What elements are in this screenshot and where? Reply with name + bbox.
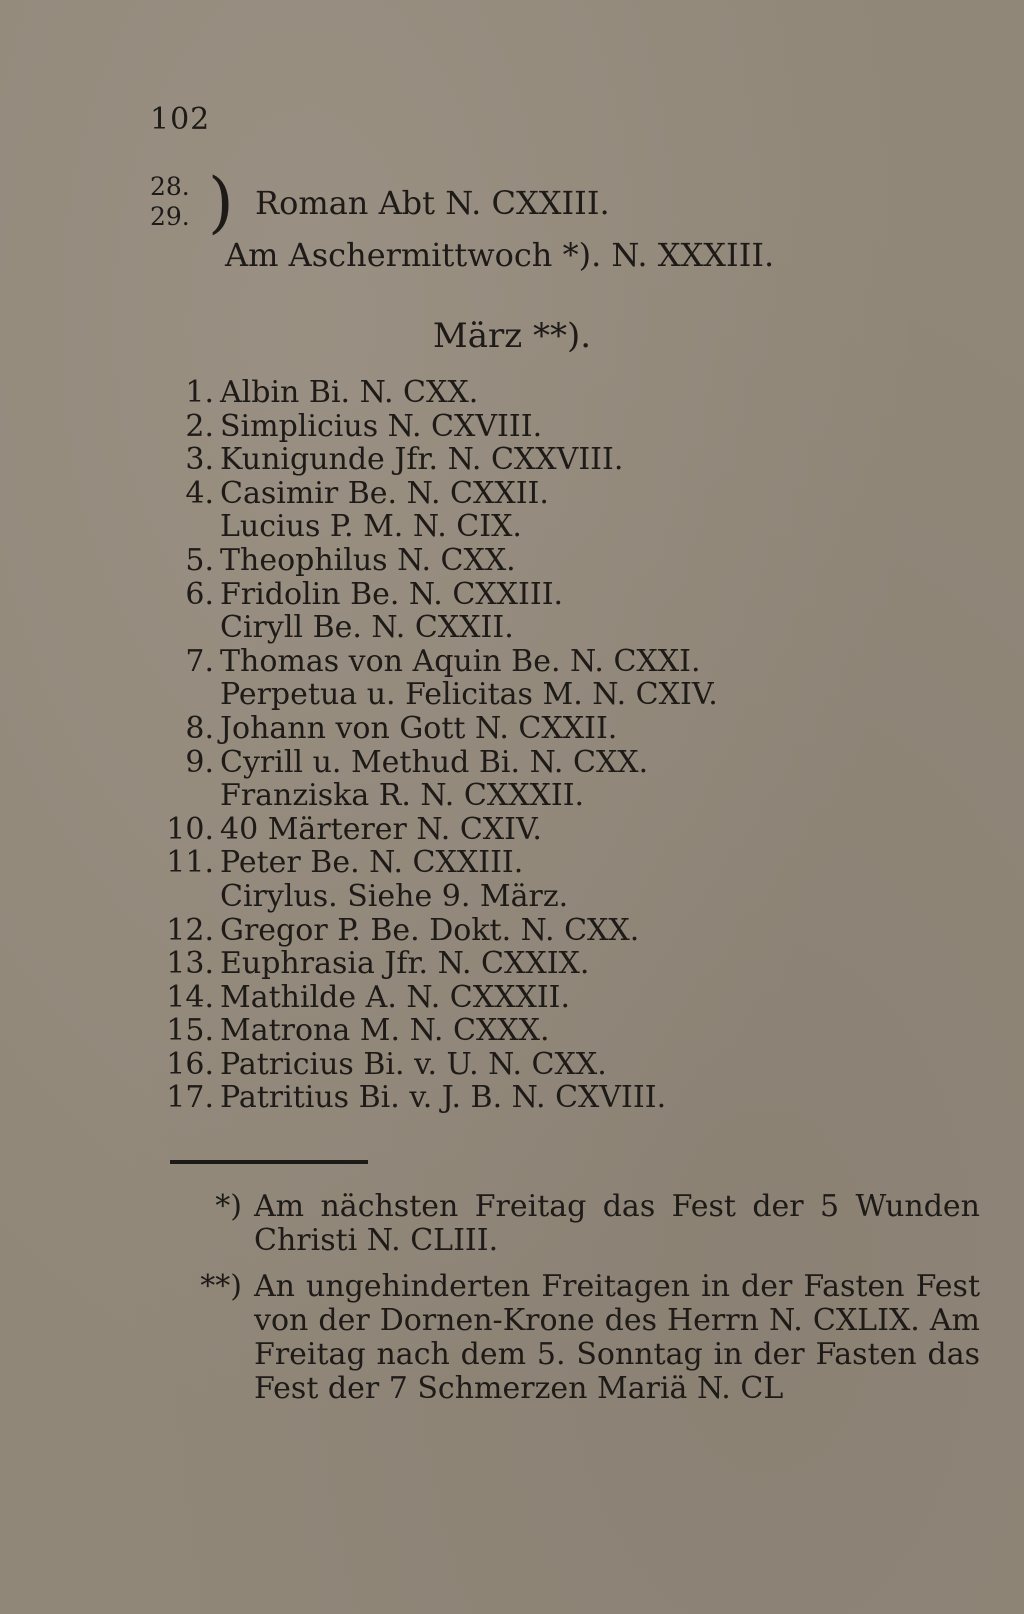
calendar-entry [150,1014,970,1048]
calendar-entry [150,645,970,679]
entry-text: Lucius P. M. N. CIX. [220,509,522,545]
calendar-entry [150,1081,970,1115]
footnote-divider [170,1160,368,1164]
entry-text: Albin Bi. N. CXX. [220,375,479,410]
calendar-entry [150,510,970,544]
calendar-entry [150,914,970,948]
day-29: 29. [150,202,190,231]
entry-day-number: 1. [185,375,214,410]
entry-day-number: 5. [185,542,214,578]
calendar-entry [150,880,970,914]
calendar-entry [150,947,970,981]
entry-text: Perpetua u. Felicitas M. N. CXIV. [220,677,718,713]
entry-aschermittwoch: Am Aschermittwoch *). N. XXXIII. [225,236,775,274]
calendar-entry [150,846,970,880]
calendar-entry [150,410,970,444]
opening-entries [150,164,850,274]
entry-day-number: 12. [166,912,214,948]
entry-text: Cyrill u. Methud Bi. N. CXX. [220,744,649,780]
entry-day-number: 11. [166,845,214,881]
entry-text: Cirylus. Siehe 9. März. [220,878,569,914]
calendar-entry [150,779,970,813]
entry-text: Casimir Be. N. CXXII. [220,475,549,511]
entry-text: Patritius Bi. v. J. B. N. CXVIII. [220,1080,667,1116]
entry-text: Mathilde A. N. CXXXII. [220,979,571,1015]
footnotes [150,1190,980,1406]
section-title-maerz: März **). [432,316,592,356]
calendar-entry [150,376,970,410]
entry-day-number: 10. [166,811,214,847]
calendar-entry [150,678,970,712]
entry-day-number: 17. [166,1080,214,1116]
entry-day-number: 8. [185,710,214,746]
entry-day-number: 16. [166,1046,214,1082]
day-28: 28. [150,172,190,201]
entry-text: Franziska R. N. CXXXII. [220,778,585,814]
calendar-entry [150,746,970,780]
entry-day-number: 7. [185,643,214,679]
entry-day-number: 9. [185,744,214,780]
entry-text: Thomas von Aquin Be. N. CXXI. [220,643,701,679]
entry-text: Theophilus N. CXX. [220,542,516,578]
calendar-entry [150,477,970,511]
calendar-entry [150,813,970,847]
entry-text: Gregor P. Be. Dokt. N. CXX. [220,912,640,948]
calendar-entries [150,376,970,1115]
footnote-mark: **) [200,1269,242,1304]
footnote [150,1270,980,1406]
entry-text: Euphrasia Jfr. N. CXXIX. [220,946,590,982]
entry-text: Patricius Bi. v. U. N. CXX. [220,1046,607,1082]
entry-text: Peter Be. N. CXXIII. [220,845,524,881]
entry-text: Ciryll Be. N. CXXII. [220,610,514,646]
footnote-text: An ungehinderten Freitagen in der Fasten Fest von der Dornen-Krone des Herrn N. CXLIX. Am Freitag nach dem 5. Sonntag in der Fasten das Fest der 7 Schmerzen Mariä N. CL [254,1269,980,1406]
entry-day-number: 3. [185,442,214,478]
calendar-entry [150,712,970,746]
entry-text: 40 Märterer N. CXIV. [220,811,542,847]
entry-text: Johann von Gott N. CXXII. [220,710,618,746]
entry-day-number: 4. [185,475,214,511]
entry-text: Kunigunde Jfr. N. CXXVIII. [220,442,624,478]
footnote-text: Am nächsten Freitag das Fest der 5 Wunden Christi N. CLIII. [254,1189,980,1258]
entry-text: Simplicius N. CXVIII. [220,408,543,444]
calendar-entry [150,611,970,645]
calendar-entry [150,443,970,477]
entry-roman-abt: Roman Abt N. CXXIII. [255,184,610,222]
grouping-bracket: ) [208,164,234,241]
footnote-mark: *) [215,1189,242,1224]
entry-day-number: 13. [166,946,214,982]
footnote [150,1190,980,1258]
calendar-entry [150,578,970,612]
entry-text: Fridolin Be. N. CXXIII. [220,576,564,612]
calendar-entry [150,981,970,1015]
entry-day-number: 2. [185,408,214,444]
entry-day-number: 15. [166,1013,214,1049]
bracket-days [150,172,190,232]
entry-text: Matrona M. N. CXXX. [220,1013,550,1049]
entry-day-number: 6. [185,576,214,612]
page-number: 102 [150,102,211,137]
calendar-entry [150,544,970,578]
calendar-entry [150,1048,970,1082]
entry-day-number: 14. [166,979,214,1015]
